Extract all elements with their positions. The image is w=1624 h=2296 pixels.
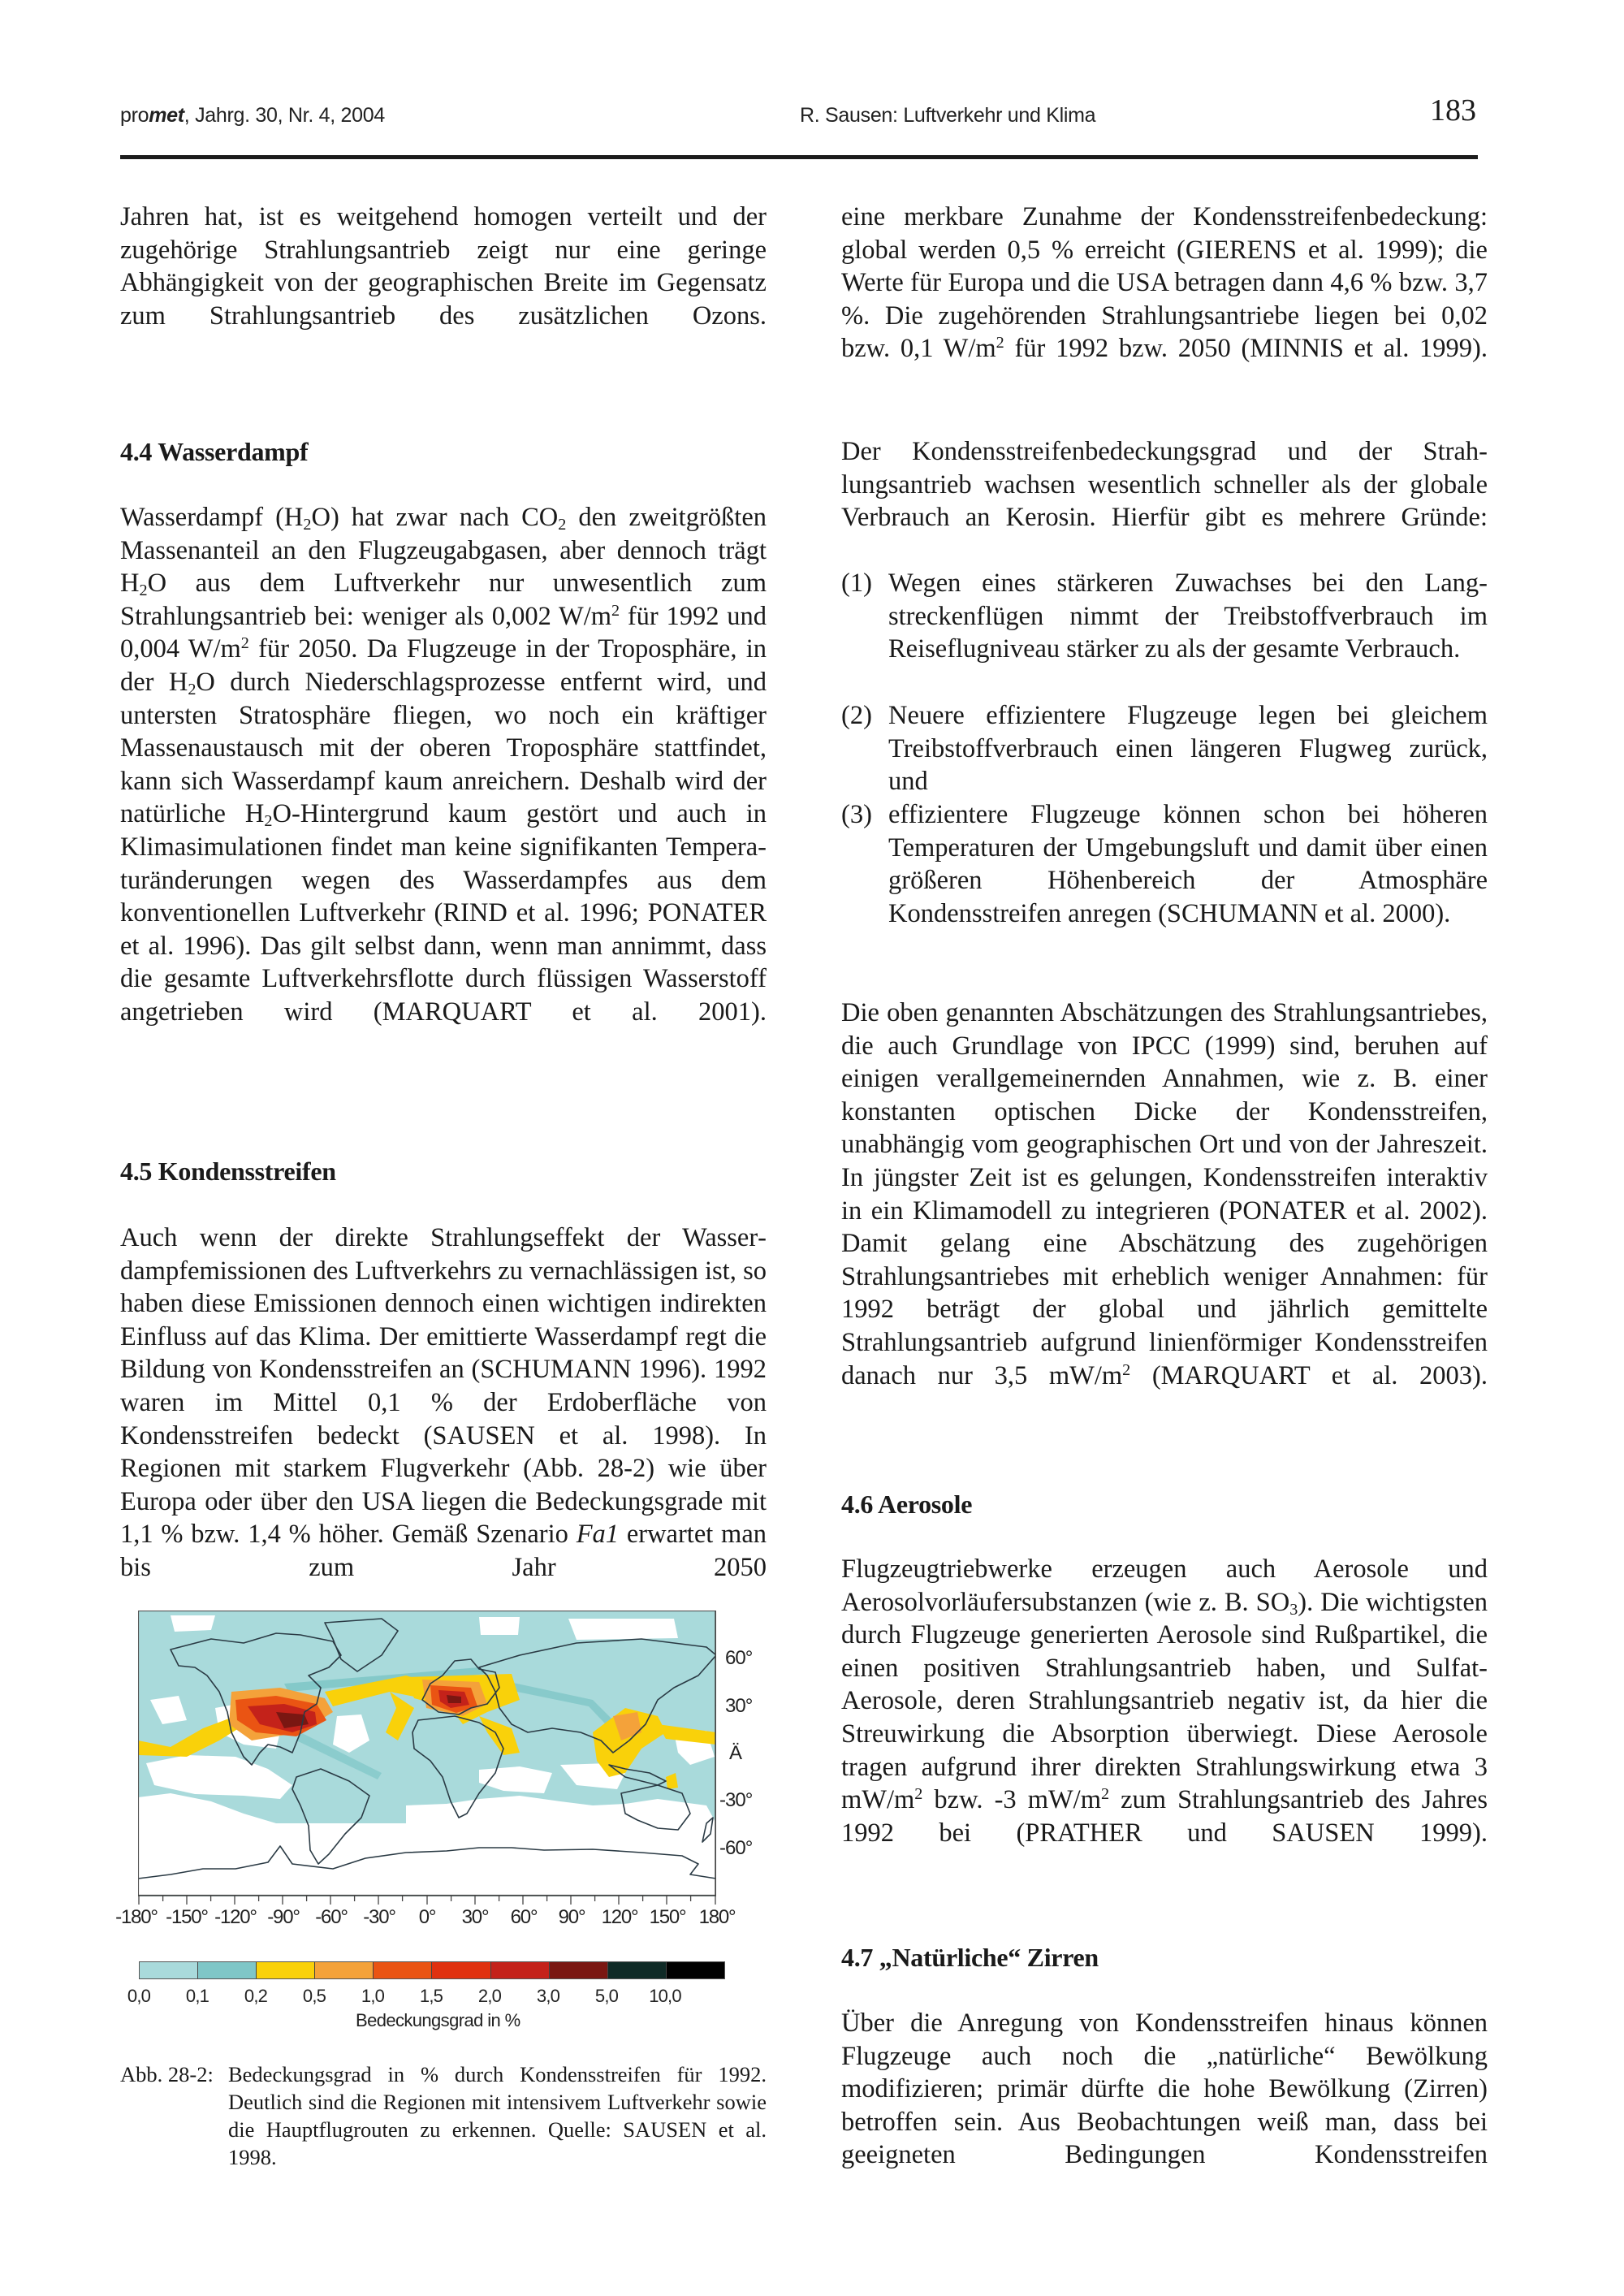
lat-label-equator: Ä — [729, 1742, 742, 1764]
lat-label-60s: -60° — [719, 1837, 753, 1859]
continuation-paragraph: eine merkbare Zunahme der Kondensstreifenbedeckung: global werden 0,5 % erreicht (GIERENS et al. 1999); die Werte für Europa und die USA betragen dann 4,6 % bzw. 3,7 %. Die zugehörenden Strahlungsantriebe liegen bei 0,02 bzw. 0,1 $W/m^2$ für 1992 bzw. 2050 (MINNIS et al. 1999). — [841, 202, 1488, 364]
lon-label: -120° — [214, 1906, 257, 1928]
header-rule — [120, 155, 1478, 159]
colorbar-label: 10,0 — [649, 1986, 681, 2006]
colorbar-segment — [374, 1962, 432, 1978]
list-number: (2) — [841, 701, 872, 730]
list-text: Neuere effizientere Flugzeuge legen bei gleichem Treibstoffverbrauch einen längeren Flugweg zurück, und — [888, 701, 1488, 797]
colorbar-segment — [315, 1962, 374, 1978]
lon-label: 90° — [558, 1906, 585, 1928]
figure-caption-text: Bedeckungsgrad in % durch Kondensstreifen für 1992. Deutlich sind die Regionen mit intensivem Luftverkehr sowie die Hauptflugrouten zu erkennen. Quelle: SAUSEN et al. 1998. — [228, 2062, 767, 2169]
colorbar-label: 3,0 — [536, 1986, 560, 2006]
journal-name-emphasis: met — [149, 104, 184, 127]
longitude-labels — [115, 1906, 754, 1931]
colorbar-segment — [198, 1962, 257, 1978]
colorbar-labels — [127, 1986, 723, 2007]
lon-label: 150° — [649, 1906, 686, 1928]
lat-label-60n: 60° — [725, 1647, 753, 1669]
lon-label: 120° — [601, 1906, 638, 1928]
running-title: R. Sausen: Luftverkehr und Klima — [800, 104, 1096, 127]
lon-label: 30° — [461, 1906, 489, 1928]
list-text: effizientere Flugzeuge können schon bei höheren Temperaturen der Umgebungsluft und damit über einen größeren Höhenbereich der Atmosphäre Kondensstreifen anregen (SCHUMANN et al. 2000). — [888, 800, 1488, 928]
reason-list-item-2 — [841, 699, 1488, 798]
list-number: (3) — [841, 800, 872, 829]
lon-label: -60° — [315, 1906, 348, 1928]
lon-label: -180° — [115, 1906, 158, 1928]
colorbar-label: 0,1 — [185, 1986, 209, 2006]
journal-citation — [120, 104, 385, 128]
longitude-axis — [138, 1895, 718, 1906]
figure-contrail-coverage-map — [115, 1604, 770, 2030]
lon-label: -90° — [267, 1906, 300, 1928]
colorbar-segment — [608, 1962, 667, 1978]
colorbar-label: 0,0 — [127, 1986, 151, 2006]
lon-label: 0° — [418, 1906, 436, 1928]
ipcc-paragraph: Die oben genannten Abschätzungen des Strahlungsantriebes, die auch Grundlage von IPCC (1999) sind, beruhen auf einigen verallgemeinernden Annahmen, wie z. B. einer konstanten optischen Dicke der Kondensstreifen, unabhängig vom geographischen Ort und von der Jahreszeit. In jüngster Zeit ist es gelungen, Kondensstreifen interaktiv in ein Klimamodell zu integrieren (PONATER et al. 2002). Damit gelang eine Abschätzung des zugehörigen Strahlungsantriebes mit erheblich weniger Annahmen: für 1992 beträgt der global und jährlich gemittelte Strahlungsantrieb aufgrund linienförmiger Kondensstreifen danach nur 3,5 $mW/m^2$ (MARQUART et al. 2003). — [841, 998, 1488, 1390]
wasserdampf-paragraph: Wasserdampf $(H_2O)$ hat zwar nach $CO_2$ den zweitgrößten Massenanteil an den Flugzeugabgasen, aber dennoch trägt $H_2O$ aus dem Luftverkehr nur unwesentlich zum Strahlungsantrieb bei: weniger als 0,002 $W/m^2$ für 1992 und 0,004 $W/m^2$ für 2050. Da Flugzeuge in der Troposphäre, in der $H_2O$ durch Niederschlagsprozesse entfernt wird, und untersten Stratosphäre fliegen, wo noch ein kräftiger Massenaustausch mit der oberen Troposphäre stattfindet, kann sich Wasserdampf kaum anreichern. Deshalb wird der natürliche $H_2O$-Hintergrund kaum gestört und auch in Klimasimulationen findet man keine signifikanten Temperaturänderungen wegen des Wasserdampfes aus dem konventionellen Luftverkehr (RIND et al. 1996; PONATER et al. 1996). Das gilt selbst dann, wenn man annimmt, dass die gesamte Luftverkehrsflotte durch flüssigen Wasserstoff angetrieben wird (MARQUART et al. 2001). — [120, 503, 767, 1027]
journal-name-prefix: pro — [120, 104, 149, 127]
section-heading-4-7: 4.7 „Natürliche“ Zirren — [841, 1943, 1099, 1972]
lon-label: 180° — [698, 1906, 736, 1928]
section-heading-4-6: 4.6 Aerosole — [841, 1490, 973, 1519]
kondensstreifen-paragraph: Auch wenn der direkte Strahlungseffekt der Wasserdampfemissionen des Luftverkehrs zu vernachlässigen ist, so haben diese Emissionen dennoch einen wichtigen indirekten Einfluss auf das Klima. Der emittierte Wasserdampf regt die Bildung von Kondensstreifen an (SCHUMANN 1996). 1992 waren im Mittel 0,1 % der Erdoberfläche von Kondensstreifen bedeckt (SAUSEN et al. 1998). In Regionen mit starkem Flugverkehr (Abb. 28-2) wie über Europa oder über den USA liegen die Bedeckungsgrade mit 1,1 % bzw. 1,4 % höher. Gemäß Szenario Fa1 erwartet man bis zum Jahr 2050 — [120, 1223, 767, 1582]
colorbar-label: 1,0 — [361, 1986, 385, 2006]
zirren-paragraph: Über die Anregung von Kondensstreifen hinaus können Flugzeuge auch noch die „natürliche“ Bewölkung modifizieren; primär dürfte die hohe Bewölkung (Zirren) betroffen sein. Aus Beobachtungen weiß man, dass bei geeigneten Bedingungen Kondensstreifen — [841, 2008, 1488, 2170]
colorbar-segment — [432, 1962, 490, 1978]
reason-list-item-1 — [841, 567, 1488, 666]
list-number: (1) — [841, 569, 872, 598]
lat-label-30s: -30° — [719, 1789, 753, 1811]
lon-label: 60° — [510, 1906, 538, 1928]
figure-caption-label: Abb. 28-2: — [120, 2062, 214, 2086]
colorbar-segment — [140, 1962, 198, 1978]
section-heading-4-4: 4.4 Wasserdampf — [120, 437, 309, 466]
reason-list-item-3 — [841, 798, 1488, 930]
colorbar-segment — [667, 1962, 724, 1978]
colorbar — [139, 1961, 725, 1979]
colorbar-label: 0,5 — [302, 1986, 326, 2006]
lat-label-30n: 30° — [725, 1695, 753, 1717]
intro-paragraph: Jahren hat, ist es weitgehend homogen verteilt und der zugehörige Strahlungsantrieb zeigt nur eine geringe Abhängigkeit von der geographischen Breite im Gegensatz zum Strahlungsantrieb des zusätzlichen Ozons. — [120, 202, 767, 331]
colorbar-segment — [491, 1962, 550, 1978]
colorbar-segment — [550, 1962, 608, 1978]
journal-issue: , Jahrg. 30, Nr. 4, 2004 — [184, 104, 385, 127]
figure-caption — [120, 2060, 767, 2171]
aerosole-paragraph: Flugzeugtriebwerke erzeugen auch Aerosole und Aerosolvorläufersubstanzen (wie z. B. $SO_3$). Die wichtigsten durch Flugzeuge generierten Aerosole sind Rußpartikel, die einen positiven Strahlungsantrieb haben, und Sulfat-Aerosole, deren Strahlungsantrieb negativ ist, da hier die Streuwirkung die Absorption überwiegt. Diese Aerosole tragen aufgrund ihrer direkten Strahlungswirkung etwa 3 $mW/m^2$ bzw. -3 $mW/m^2$ zum Strahlungsantrieb des Jahres 1992 bei (PRATHER und SAUSEN 1999). — [841, 1554, 1488, 1848]
section-heading-4-5: 4.5 Kondensstreifen — [120, 1157, 336, 1186]
colorbar-label: 2,0 — [477, 1986, 502, 2006]
colorbar-segment — [257, 1962, 315, 1978]
colorbar-title: Bedeckungsgrad in % — [356, 2010, 520, 2030]
growth-paragraph: Der Kondensstreifenbedeckungsgrad und der Strahlungsantrieb wachsen wesentlich schneller als der globale Verbrauch an Kerosin. Hierfür gibt es mehrere Gründe: — [841, 437, 1488, 533]
page-number: 183 — [1430, 93, 1476, 128]
list-text: Wegen eines stärkeren Zuwachses bei den Langstreckenflügen nimmt der Treibstoffverbrauch im Reiseflugniveau stärker zu als der gesamte Verbrauch. — [888, 569, 1488, 664]
colorbar-label: 1,5 — [419, 1986, 443, 2006]
colorbar-label: 0,2 — [244, 1986, 268, 2006]
lon-label: -150° — [166, 1906, 208, 1928]
colorbar-label: 5,0 — [594, 1986, 619, 2006]
world-map — [138, 1611, 716, 1895]
lon-label: -30° — [363, 1906, 395, 1928]
